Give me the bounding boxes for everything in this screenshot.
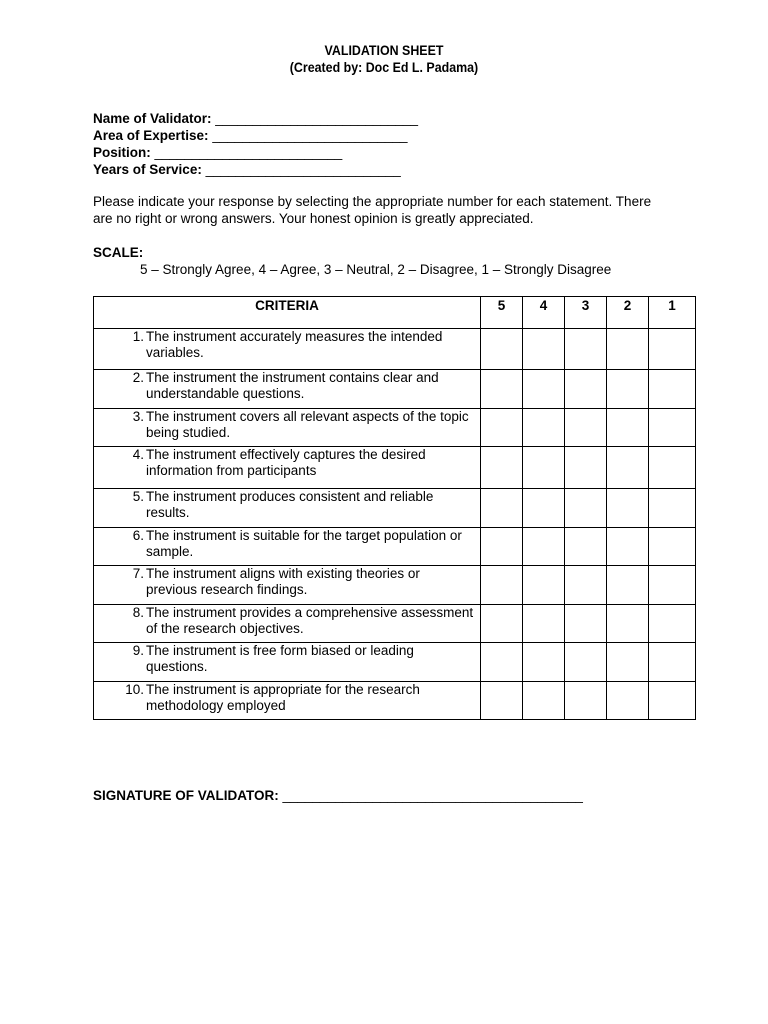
rating-cell-1[interactable] <box>649 409 696 447</box>
rating-cell-3[interactable] <box>565 329 607 370</box>
validator-fields <box>93 110 418 178</box>
criteria-row <box>94 447 696 489</box>
criteria-number: 9. <box>132 643 144 658</box>
rating-cell-5[interactable] <box>481 409 523 447</box>
rating-cell-4[interactable] <box>523 370 565 409</box>
rating-cell-1[interactable] <box>649 528 696 566</box>
column-header-rating-1: 1 <box>649 297 696 329</box>
criteria-row <box>94 329 696 370</box>
rating-cell-1[interactable] <box>649 643 696 682</box>
criteria-statement: The instrument provides a comprehensive assessment of the research objectives. <box>146 605 474 636</box>
field-label: Area of Expertise: <box>93 128 209 143</box>
criteria-row <box>94 409 696 447</box>
criteria-row <box>94 528 696 566</box>
column-header-rating-3: 3 <box>565 297 607 329</box>
criteria-cell <box>94 643 481 682</box>
criteria-statement: The instrument the instrument contains clear and understandable questions. <box>146 370 439 401</box>
field-blank-line[interactable]: ___________________________ <box>215 111 419 126</box>
criteria-statement: The instrument is appropriate for the research methodology employed <box>146 682 420 713</box>
rating-cell-3[interactable] <box>565 409 607 447</box>
column-header-criteria: CRITERIA <box>94 297 481 329</box>
criteria-row <box>94 682 696 720</box>
rating-cell-4[interactable] <box>523 329 565 370</box>
rating-cell-2[interactable] <box>607 566 649 605</box>
field-name-of-validator[interactable] <box>93 110 418 127</box>
criteria-statement: The instrument effectively captures the desired information from participants <box>146 447 426 478</box>
rating-cell-5[interactable] <box>481 643 523 682</box>
criteria-cell <box>94 370 481 409</box>
rating-cell-2[interactable] <box>607 329 649 370</box>
title-block <box>31 42 738 76</box>
rating-cell-2[interactable] <box>607 682 649 720</box>
column-header-rating-2: 2 <box>607 297 649 329</box>
criteria-number: 3. <box>132 409 144 424</box>
field-label: Name of Validator: <box>93 111 212 126</box>
rating-cell-4[interactable] <box>523 682 565 720</box>
field-blank-line[interactable]: __________________________ <box>205 162 401 177</box>
criteria-table <box>93 296 696 720</box>
rating-cell-1[interactable] <box>649 566 696 605</box>
rating-cell-4[interactable] <box>523 643 565 682</box>
rating-cell-2[interactable] <box>607 528 649 566</box>
rating-cell-1[interactable] <box>649 489 696 528</box>
field-blank-line[interactable]: _________________________ <box>154 145 343 160</box>
rating-cell-5[interactable] <box>481 447 523 489</box>
criteria-table-header-row <box>94 297 696 329</box>
rating-cell-5[interactable] <box>481 489 523 528</box>
criteria-row <box>94 566 696 605</box>
field-years-of-service[interactable] <box>93 161 418 178</box>
rating-cell-2[interactable] <box>607 409 649 447</box>
rating-cell-5[interactable] <box>481 370 523 409</box>
criteria-number: 7. <box>132 566 144 581</box>
rating-cell-3[interactable] <box>565 605 607 643</box>
rating-cell-5[interactable] <box>481 566 523 605</box>
scale-heading: SCALE: <box>93 245 144 260</box>
criteria-row <box>94 489 696 528</box>
field-label: Years of Service: <box>93 162 202 177</box>
criteria-number: 8. <box>132 605 144 620</box>
rating-cell-4[interactable] <box>523 489 565 528</box>
rating-cell-4[interactable] <box>523 409 565 447</box>
rating-cell-3[interactable] <box>565 682 607 720</box>
field-position[interactable] <box>93 144 418 161</box>
criteria-cell <box>94 489 481 528</box>
instructions-text: Please indicate your response by selecting the appropriate number for each statement. There are no right or wrong answers. Your honest opinion is greatly appreciated. <box>93 194 652 226</box>
page-subtitle: (Created by: Doc Ed L. Padama) <box>289 60 479 75</box>
rating-cell-2[interactable] <box>607 370 649 409</box>
rating-cell-5[interactable] <box>481 329 523 370</box>
rating-cell-4[interactable] <box>523 605 565 643</box>
criteria-cell <box>94 605 481 643</box>
rating-cell-1[interactable] <box>649 605 696 643</box>
rating-cell-4[interactable] <box>523 528 565 566</box>
criteria-number: 2. <box>132 370 144 385</box>
rating-cell-1[interactable] <box>649 329 696 370</box>
criteria-row <box>94 370 696 409</box>
criteria-row <box>94 643 696 682</box>
criteria-number: 1. <box>132 329 144 344</box>
field-area-of-expertise[interactable] <box>93 127 418 144</box>
rating-cell-1[interactable] <box>649 370 696 409</box>
criteria-statement: The instrument is free form biased or leading questions. <box>146 643 414 674</box>
rating-cell-3[interactable] <box>565 370 607 409</box>
rating-cell-2[interactable] <box>607 447 649 489</box>
criteria-row <box>94 605 696 643</box>
rating-cell-4[interactable] <box>523 566 565 605</box>
field-blank-line[interactable]: __________________________ <box>212 128 408 143</box>
criteria-cell <box>94 447 481 489</box>
criteria-number: 4. <box>132 447 144 462</box>
rating-cell-3[interactable] <box>565 489 607 528</box>
criteria-statement: The instrument produces consistent and reliable results. <box>146 489 434 520</box>
criteria-number: 10. <box>125 682 144 697</box>
rating-cell-3[interactable] <box>565 447 607 489</box>
criteria-statement: The instrument is suitable for the target population or sample. <box>146 528 462 559</box>
page-title: VALIDATION SHEET <box>324 43 444 58</box>
rating-cell-5[interactable] <box>481 528 523 566</box>
criteria-statement: The instrument aligns with existing theories or previous research findings. <box>146 566 420 597</box>
rating-cell-5[interactable] <box>481 605 523 643</box>
criteria-statement: The instrument covers all relevant aspects of the topic being studied. <box>146 409 469 440</box>
rating-cell-2[interactable] <box>607 489 649 528</box>
scale-description: 5 – Strongly Agree, 4 – Agree, 3 – Neutral, 2 – Disagree, 1 – Strongly Disagree <box>140 262 612 277</box>
field-label: Position: <box>93 145 151 160</box>
criteria-cell <box>94 566 481 605</box>
column-header-rating-5: 5 <box>481 297 523 329</box>
criteria-statement: The instrument accurately measures the intended variables. <box>146 329 443 360</box>
rating-cell-3[interactable] <box>565 566 607 605</box>
signature-label: SIGNATURE OF VALIDATOR: <box>93 788 279 803</box>
rating-cell-2[interactable] <box>607 605 649 643</box>
rating-cell-1[interactable] <box>649 447 696 489</box>
rating-cell-2[interactable] <box>607 643 649 682</box>
rating-cell-1[interactable] <box>649 682 696 720</box>
criteria-cell <box>94 528 481 566</box>
column-header-rating-4: 4 <box>523 297 565 329</box>
rating-cell-4[interactable] <box>523 447 565 489</box>
rating-cell-5[interactable] <box>481 682 523 720</box>
criteria-table-body <box>94 329 696 720</box>
signature-blank-line[interactable]: ________________________________________ <box>282 788 583 803</box>
rating-cell-3[interactable] <box>565 528 607 566</box>
criteria-cell <box>94 409 481 447</box>
criteria-number: 6. <box>132 528 144 543</box>
criteria-cell <box>94 682 481 720</box>
criteria-cell <box>94 329 481 370</box>
rating-cell-3[interactable] <box>565 643 607 682</box>
criteria-number: 5. <box>132 489 144 504</box>
signature-field[interactable] <box>93 787 583 804</box>
